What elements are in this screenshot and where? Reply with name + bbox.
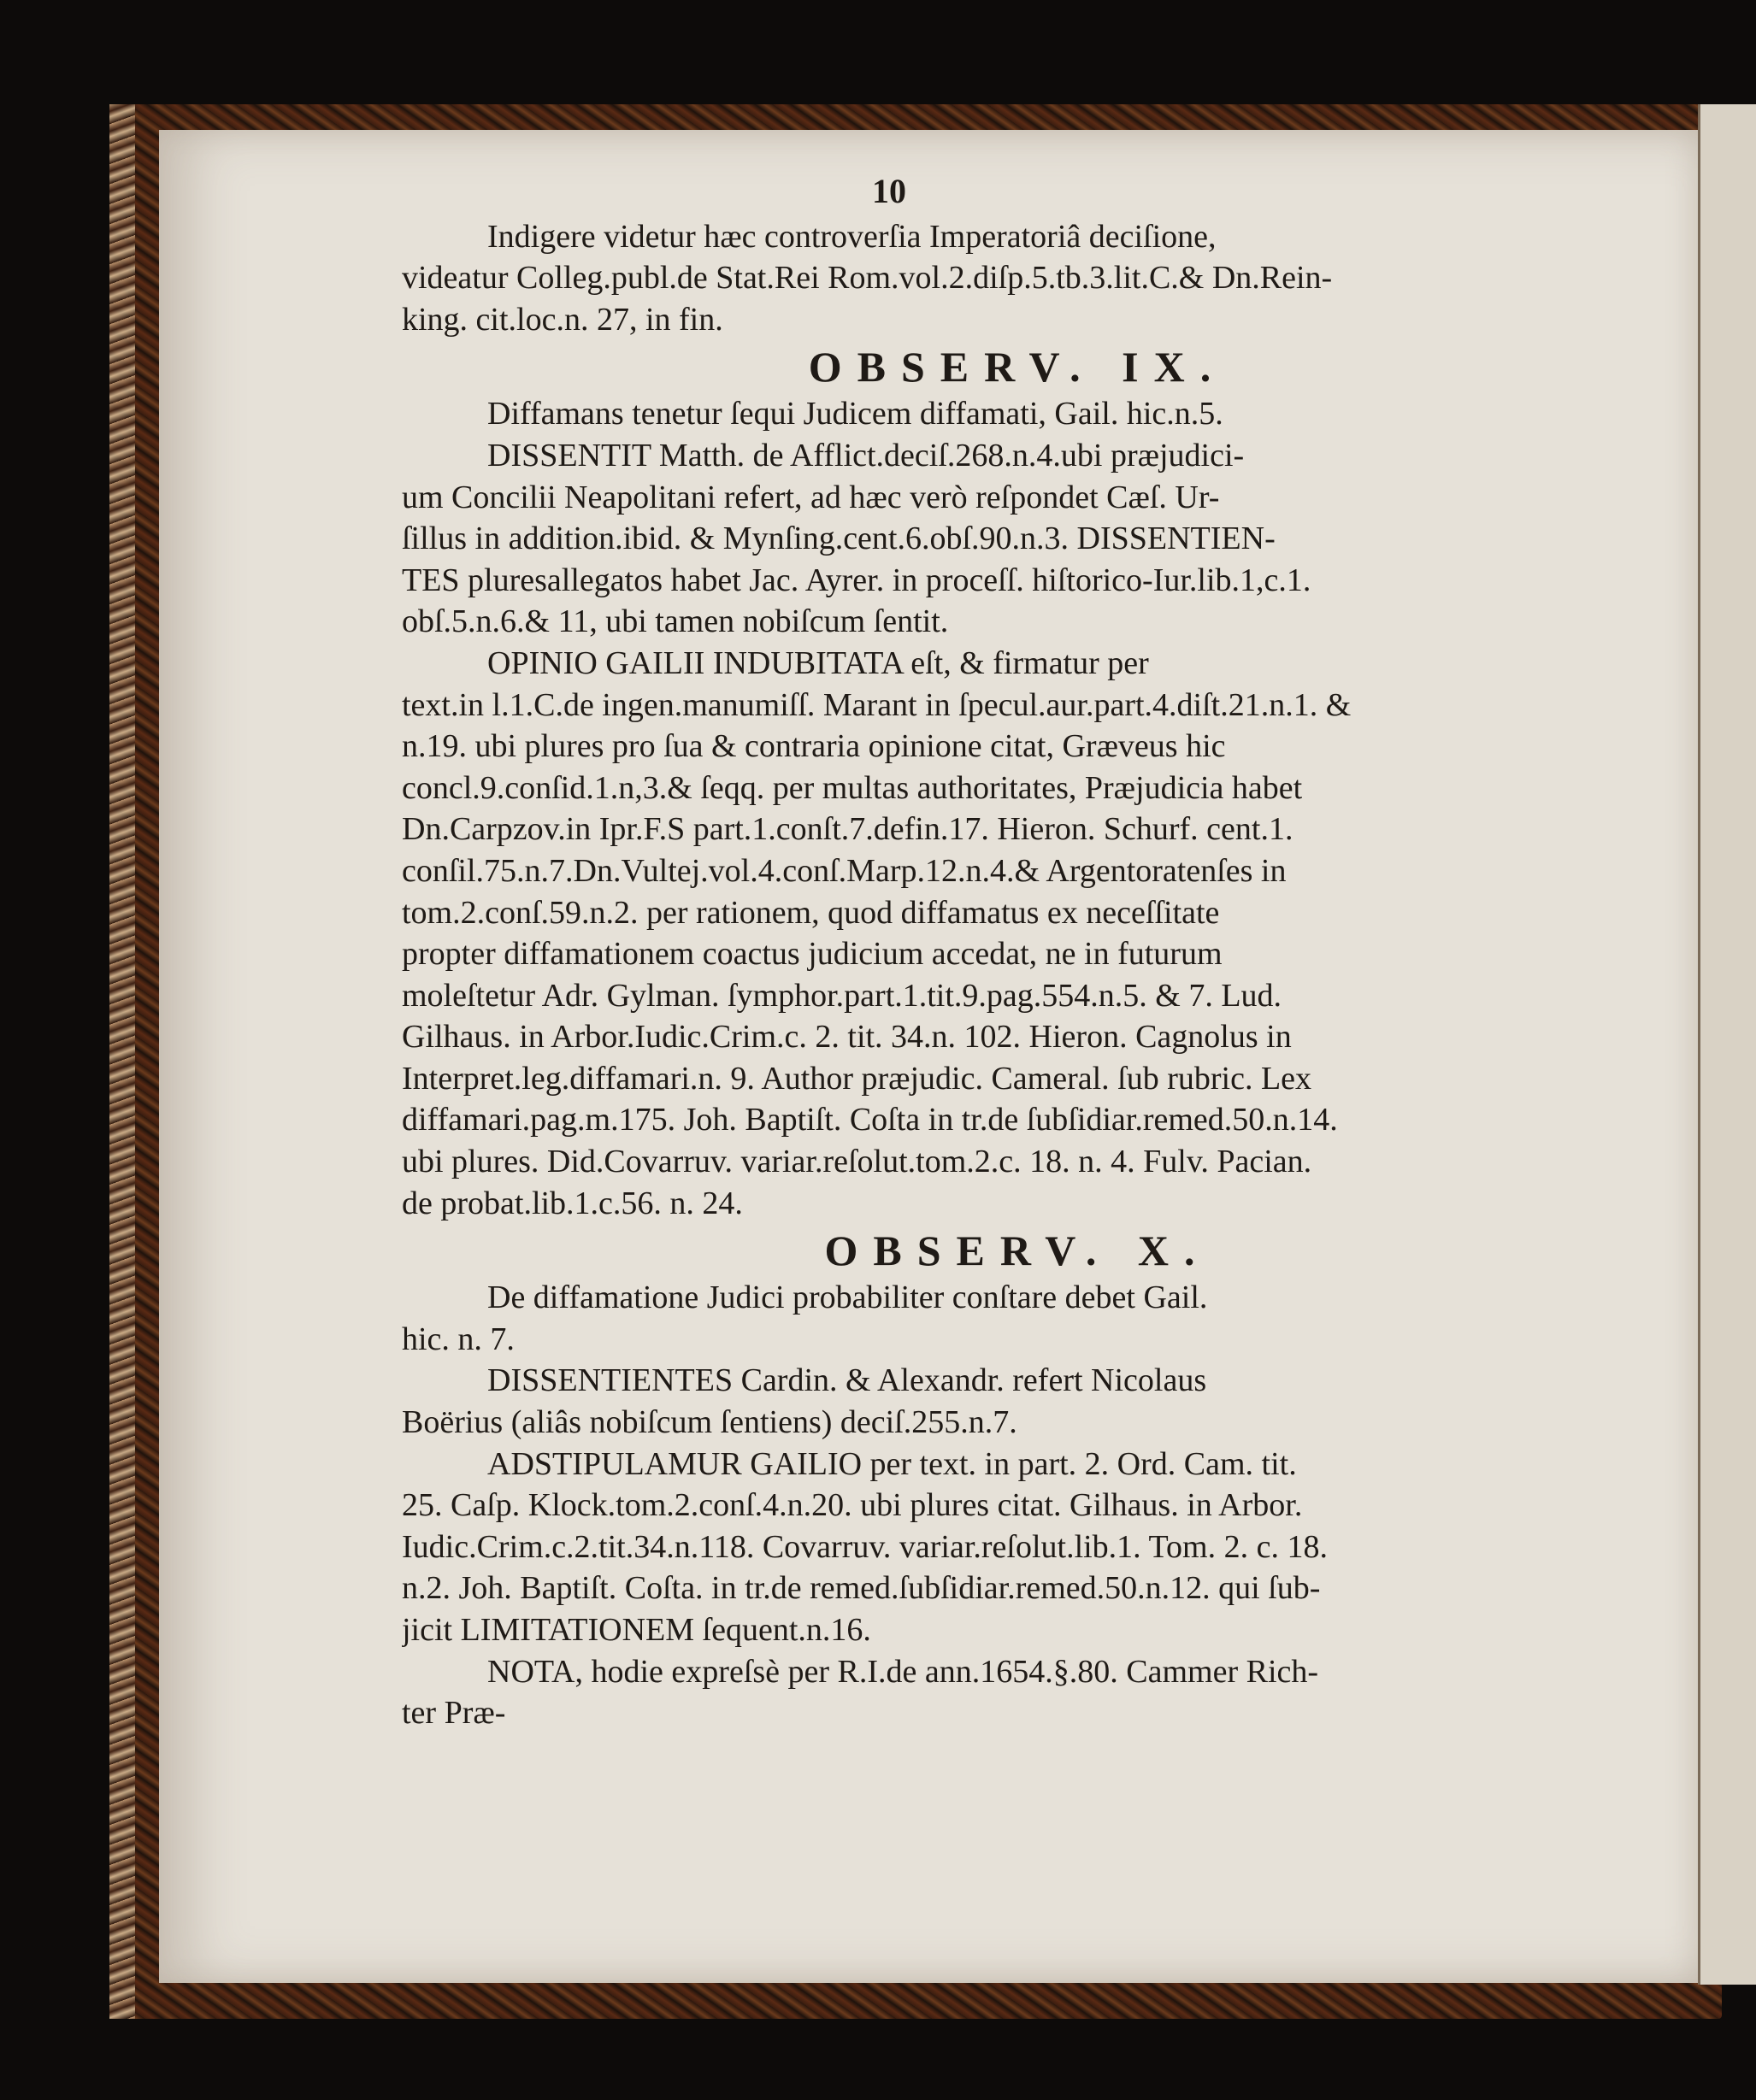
- paragraph-7-cont: [402, 1485, 1633, 1650]
- text-line: um Concilii Neapolitani refert, ad hæc verò reſpondet Cæſ. Ur-: [402, 479, 1220, 515]
- catchword-text: ter Præ-: [402, 1695, 506, 1732]
- paragraph-4-cont: [402, 685, 1633, 1225]
- paragraph-3-cont: [402, 477, 1633, 643]
- paragraph-5-cont: [402, 1319, 1633, 1361]
- text-line: n.19. ubi plures pro ſua & contraria opinione citat, Græveus hic: [402, 728, 1226, 765]
- catchword: [402, 1692, 1633, 1734]
- text-line: ADSTIPULAMUR GAILIO per text. in part. 2. Ord. Cam. tit.: [487, 1445, 1297, 1482]
- text-line: Dn.Carpzov.in Ipr.F.S part.1.conſt.7.defin.17. Hieron. Schurf. cent.1.: [402, 811, 1293, 848]
- text-line: text.in l.1.C.de ingen.manumiſſ. Marant in ſpecul.aur.part.4.diſt.21.n.1. &: [402, 686, 1352, 723]
- text-line: tom.2.conſ.59.n.2. per rationem, quod diffamatus ex neceſſitate: [402, 894, 1220, 931]
- text-line: DISSENTIT Matth. de Afflict.deciſ.268.n.4.ubi præjudici-: [487, 437, 1245, 474]
- text-line: concl.9.conſid.1.n,3.& ſeqq. per multas authoritates, Præjudicia habet: [402, 769, 1303, 806]
- text-line: n.2. Joh. Baptiſt. Coſta. in tr.de remed.ſubſidiar.remed.50.n.12. qui ſub-: [402, 1570, 1321, 1607]
- text-line: diffamari.pag.m.175. Joh. Baptiſt. Coſta in tr.de ſubſidiar.remed.50.n.14.: [402, 1102, 1338, 1138]
- text-line: NOTA, hodie expreſsè per R.I.de ann.1654.§.80. Cammer Rich-: [487, 1653, 1319, 1690]
- paragraph-8: [402, 1651, 1633, 1693]
- paragraph-1: [402, 216, 1633, 258]
- observation-heading-10: OBSERV. X.: [824, 1226, 1211, 1275]
- adjacent-page-edge: [1698, 104, 1756, 1985]
- text-line: de probat.lib.1.c.56. n. 24.: [402, 1185, 743, 1221]
- paragraph-4: [402, 643, 1633, 685]
- text-line: moleſtetur Adr. Gylman. ſymphor.part.1.tit.9.pag.554.n.5. & 7. Lud.: [402, 977, 1282, 1014]
- paragraph-3: [402, 435, 1633, 477]
- text-line: TES pluresallegatos habet Jac. Ayrer. in proceſſ. hiſtorico-Iur.lib.1,c.1.: [402, 562, 1311, 598]
- text-line: videatur Colleg.publ.de Stat.Rei Rom.vol.2.diſp.5.tb.3.lit.C.& Dn.Rein-: [402, 260, 1333, 297]
- page-number: 10: [872, 172, 906, 210]
- book-cover-edge: [109, 104, 135, 2019]
- text-line: Indigere videtur hæc controverſia Imperatoriâ deciſione,: [487, 218, 1217, 255]
- text-line: DISSENTIENTES Cardin. & Alexandr. refert Nicolaus: [487, 1362, 1207, 1399]
- text-line: conſil.75.n.7.Dn.Vultej.vol.4.conſ.Marp.12.n.4.& Argentoratenſes in: [402, 852, 1287, 889]
- paragraph-1-cont: [402, 257, 1633, 340]
- paragraph-5: [402, 1277, 1633, 1319]
- paragraph-6-cont: [402, 1402, 1633, 1444]
- text-line: Diffamans tenetur ſequi Judicem diffamati, Gail. hic.n.5.: [487, 396, 1223, 432]
- text-line: Iudic.Crim.c.2.tit.34.n.118. Covarruv. variar.reſolut.lib.1. Tom. 2. c. 18.: [402, 1528, 1328, 1565]
- text-line: ſillus in addition.ibid. & Mynſing.cent.6.obſ.90.n.3. DISSENTIEN-: [402, 521, 1276, 557]
- text-line: Interpret.leg.diffamari.n. 9. Author præjudic. Cameral. ſub rubric. Lex: [402, 1060, 1312, 1097]
- page-text: [402, 171, 1633, 1734]
- text-line: De diffamatione Judici probabiliter conſtare debet Gail.: [487, 1279, 1208, 1316]
- text-line: Boërius (aliâs nobiſcum ſentiens) deciſ.255.n.7.: [402, 1404, 1017, 1441]
- text-line: propter diffamationem coactus judicium accedat, ne in futurum: [402, 936, 1223, 973]
- text-line: ubi plures. Did.Covarruv. variar.reſolut.tom.2.c. 18. n. 4. Fulv. Pacian.: [402, 1144, 1312, 1180]
- paragraph-7: [402, 1444, 1633, 1485]
- text-line: obſ.5.n.6.& 11, ubi tamen nobiſcum ſentit.: [402, 603, 949, 640]
- text-line: jicit LIMITATIONEM ſequent.n.16.: [402, 1612, 871, 1648]
- text-line: Gilhaus. in Arbor.Iudic.Crim.c. 2. tit. 34.n. 102. Hieron. Cagnolus in: [402, 1019, 1292, 1056]
- observation-heading-9: OBSERV. IX.: [808, 343, 1227, 391]
- text-line: king. cit.loc.n. 27, in fin.: [402, 301, 723, 338]
- text-line: OPINIO GAILII INDUBITATA eſt, & firmatur per: [487, 644, 1149, 681]
- paragraph-6: [402, 1360, 1633, 1402]
- text-line: hic. n. 7.: [402, 1321, 515, 1357]
- paragraph-2: [402, 393, 1633, 435]
- text-line: 25. Caſp. Klock.tom.2.conſ.4.n.20. ubi plures citat. Gilhaus. in Arbor.: [402, 1487, 1303, 1524]
